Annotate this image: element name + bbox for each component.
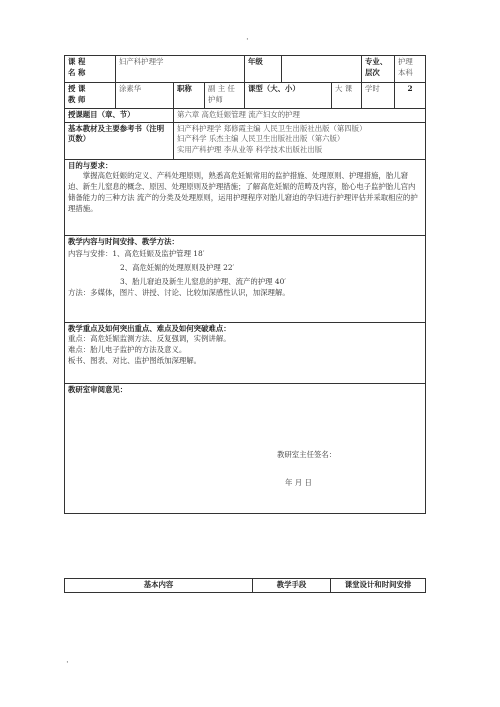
- focus-section: [65, 322, 426, 383]
- review-signature-label: 教研室主任签名：: [277, 449, 337, 459]
- content-item: 内容与安排：1、高危妊娠及监护管理 18′: [68, 249, 205, 259]
- class-design-header: 课堂设计和时间安排: [331, 579, 426, 593]
- course-name-value: 妇产科护理学: [116, 56, 245, 83]
- goals-text: 掌握高危妊娠的定义、产科处理原则，熟悉高危妊娠常用的监护措施、处理原则、护理措施，胎儿窘迫、新生儿窒息的概念、原因、处理原则及护理措施；了解高危妊娠的范畴及内容，胎心电子监护胎儿宫内储备能力的三种方法 流产的分类及处理原则，运用护理程序对胎儿窘迫的孕妇进行护理评估并采取相应的护理措施。: [68, 171, 418, 213]
- hours-label: 学时: [362, 83, 395, 109]
- goals-section: [65, 159, 426, 235]
- focus-line: 板书、图表、对比、监护图纸加深理解。: [68, 355, 202, 365]
- grade-label: 年级: [245, 56, 282, 83]
- title-label: 职称: [174, 83, 205, 109]
- focus-title: 教学重点及如何突出重点、难点及如何突破难点：: [68, 323, 231, 333]
- content-item: 3、胎儿窘迫及新生儿窒息的护理、流产的护理 40′: [120, 276, 286, 286]
- textbooks-label: 基本教材及主要参考书（注明页数）: [65, 122, 174, 159]
- review-title: 教研室审阅意见：: [68, 384, 128, 394]
- course-name-label: 课 程 名 称: [65, 56, 116, 83]
- major-level-value: 护理 本科: [395, 56, 426, 83]
- textbook-item: 妇产科护理学 郑修霞主编 人民卫生出版社出版（第四版）: [177, 123, 367, 133]
- class-type-label: 课型（大、小）: [245, 83, 332, 109]
- title-value: 副 主 任 护师: [205, 83, 245, 109]
- top-page-mark: ·: [246, 35, 249, 45]
- content-method: 方法：多媒体，图片、讲授、讨论、比较加深感性认识，加深理解。: [68, 287, 290, 297]
- lesson-design-table: [64, 578, 426, 593]
- class-type-value: 大 课: [332, 83, 362, 109]
- content-section: [65, 235, 426, 322]
- review-date: 年 月 日: [285, 477, 312, 487]
- textbook-item: 实用产科护理 李从业等 科学技术出版社出版: [177, 145, 323, 155]
- topic-value: 第六章 高危妊娠管理 流产妇女的护理: [174, 109, 426, 123]
- focus-line: 难点：胎儿电子监护的方法及意义。: [68, 345, 187, 355]
- review-section: [65, 383, 426, 513]
- teacher-label: 授 课 教 师: [65, 83, 116, 109]
- basic-content-header: 基本内容: [65, 579, 253, 593]
- textbook-item: 妇产科学 乐杰主编 人民卫生出版社出版（第六版）: [177, 134, 345, 144]
- goals-title: 目的与要求：: [68, 160, 113, 170]
- hours-value: 2: [395, 83, 426, 109]
- grade-value: [282, 56, 362, 83]
- major-level-label: 专业、层次: [362, 56, 395, 83]
- focus-line: 重点：高危妊娠监测方法、反复强调，实例讲解。: [68, 334, 231, 344]
- content-item: 2、高危妊娠的处理原则及护理 22′: [120, 263, 235, 273]
- content-title: 教学内容与时间安排、教学方法：: [68, 236, 179, 246]
- course-plan-table: [64, 55, 426, 514]
- textbooks-list: [174, 122, 426, 159]
- teacher-value: 涂素华: [116, 83, 174, 109]
- topic-label: 授课题目（章、节）: [65, 109, 174, 123]
- teaching-means-header: 教学手段: [253, 579, 331, 593]
- bottom-page-mark: ·: [66, 658, 69, 668]
